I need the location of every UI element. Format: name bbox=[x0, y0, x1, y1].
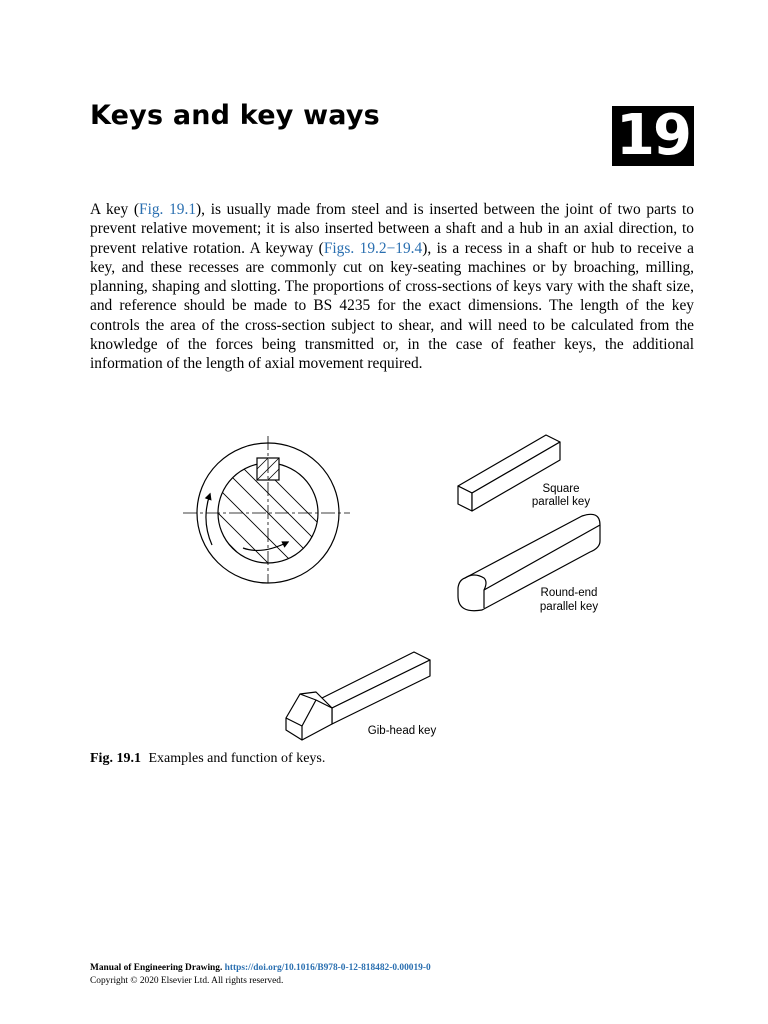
square-key-label-line2: parallel key bbox=[531, 496, 591, 508]
figure-caption-label: Fig. 19.1 bbox=[90, 751, 141, 766]
figure-caption-text: Examples and function of keys. bbox=[148, 751, 326, 766]
body-text-segment: ), is usually made from steel and is inserted between the joint of two parts to prevent relative movement; it is also inserted between a shaft and a hub in an axial direction, to prevent relative rotation. A keyway ( bbox=[90, 201, 694, 257]
figure-caption bbox=[90, 751, 325, 767]
chapter-number-badge: 19 bbox=[612, 106, 694, 166]
footer-doi-link[interactable]: https://doi.org/10.1016/B978-0-12-818482-0.00019-0 bbox=[224, 963, 431, 973]
figures-reference-link[interactable]: Figs. 19.2−19.4 bbox=[323, 239, 423, 257]
round-end-key-label-line2: parallel key bbox=[539, 601, 599, 613]
body-text-segment: ), is a recess in a shaft or hub to receive a key, and these recesses are commonly cut on key-seating machines or by broaching, milling, planning, shaping and slotting. The proportions of cross-sections of keys vary with the shaft size, and reference should be made to BS 4235 for the exact dimensions. The length of the key controls the area of the cross-section subject to shear, and will need to be calculated from the knowledge of the forces being transmitted or, in the case of feather keys, the additional information of the length of axial movement required. bbox=[90, 239, 695, 373]
chapter-title: Keys and key ways bbox=[90, 100, 380, 131]
gib-head-key-label: Gib-head key bbox=[367, 725, 437, 737]
body-text-segment: A key ( bbox=[90, 201, 140, 218]
footer-copyright: Copyright © 2020 Elsevier Ltd. All rights reserved. bbox=[90, 976, 284, 986]
footer-book-title: Manual of Engineering Drawing. bbox=[90, 963, 223, 973]
square-key-label-line1: Square bbox=[542, 483, 580, 495]
shaft-hub-section-drawing bbox=[183, 436, 350, 590]
page-footer bbox=[90, 962, 431, 988]
figure-reference-link[interactable]: Fig. 19.1 bbox=[139, 201, 197, 218]
round-end-key-label-line1: Round-end bbox=[540, 587, 598, 599]
